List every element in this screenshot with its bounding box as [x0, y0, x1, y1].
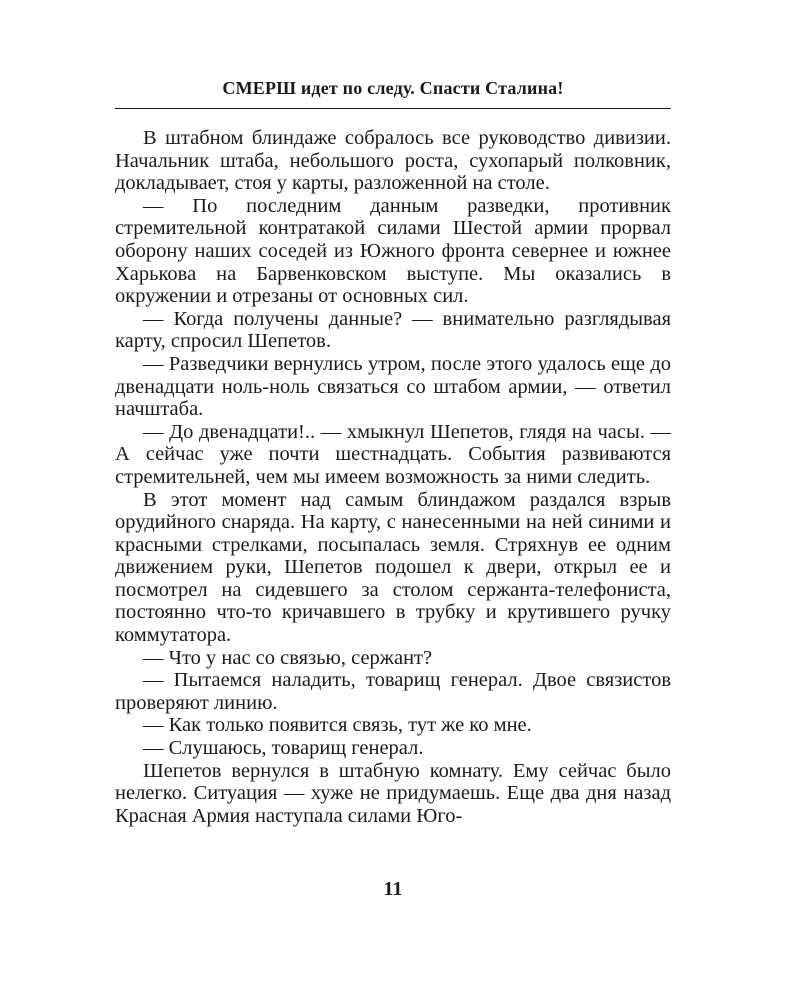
paragraph-4: — Разведчики вернулись утром, после этого удалось еще до двенадцати ноль-ноль связаться со штабом армии, — ответил начштаба. — [115, 352, 671, 421]
body-text — [115, 127, 671, 827]
paragraph-8: — Пытаемся наладить, товарищ генерал. Двое связистов проверяют линию. — [115, 669, 671, 714]
paragraph-6: В этот момент над самым блиндажом раздался взрыв орудийного снаряда. На карту, с нанесенными на ней синими и красными стрелками, посыпалась земля. Стряхнув ее одним движением руки, Шепетов подошел к двери, открыл ее и посмотрел на сидевшего за столом сержанта-телефониста, постоянно что-то кричавшего в трубку и крутившего ручку коммутатора. — [115, 488, 671, 647]
paragraph-10: — Слушаюсь, товарищ генерал. — [143, 737, 424, 760]
paragraph-5: — До двенадцати!.. — хмыкнул Шепетов, глядя на часы. — А сейчас уже почти шестнадцать. События развиваются стремительней, чем мы имеем возможность за ними следить. — [115, 420, 671, 488]
page-number: 11 — [383, 878, 403, 900]
paragraph-7: — Что у нас со связью, сержант? — [143, 646, 433, 669]
header-rule — [115, 108, 671, 109]
paragraph-2: — По последним данным разведки, противник стремительной контратакой силами Шестой армии прорвал оборону наших соседей из Южного фронта севернее и южнее Харькова на Барвенковском выступе. Мы оказались в окружении и отрезаны от основных сил. — [115, 194, 671, 308]
running-title: СМЕРШ идет по следу. Спасти Сталина! — [222, 78, 564, 98]
paragraph-11: Шепетов вернулся в штабную комнату. Ему сейчас было нелегко. Ситуация — хуже не придумаешь. Еще два дня назад Красная Армия наступала силами Юго- — [115, 759, 671, 827]
paragraph-3: — Когда получены данные? — внимательно разглядывая карту, спросил Шепетов. — [115, 307, 671, 353]
paragraph-9: — Как только появится связь, тут же ко мне. — [143, 714, 532, 737]
paragraph-1: В штабном блиндаже собралось все руководство дивизии. Начальник штаба, небольшого роста, сухопарый полковник, докладывает, стоя у карты, разложенной на столе. — [115, 127, 671, 195]
